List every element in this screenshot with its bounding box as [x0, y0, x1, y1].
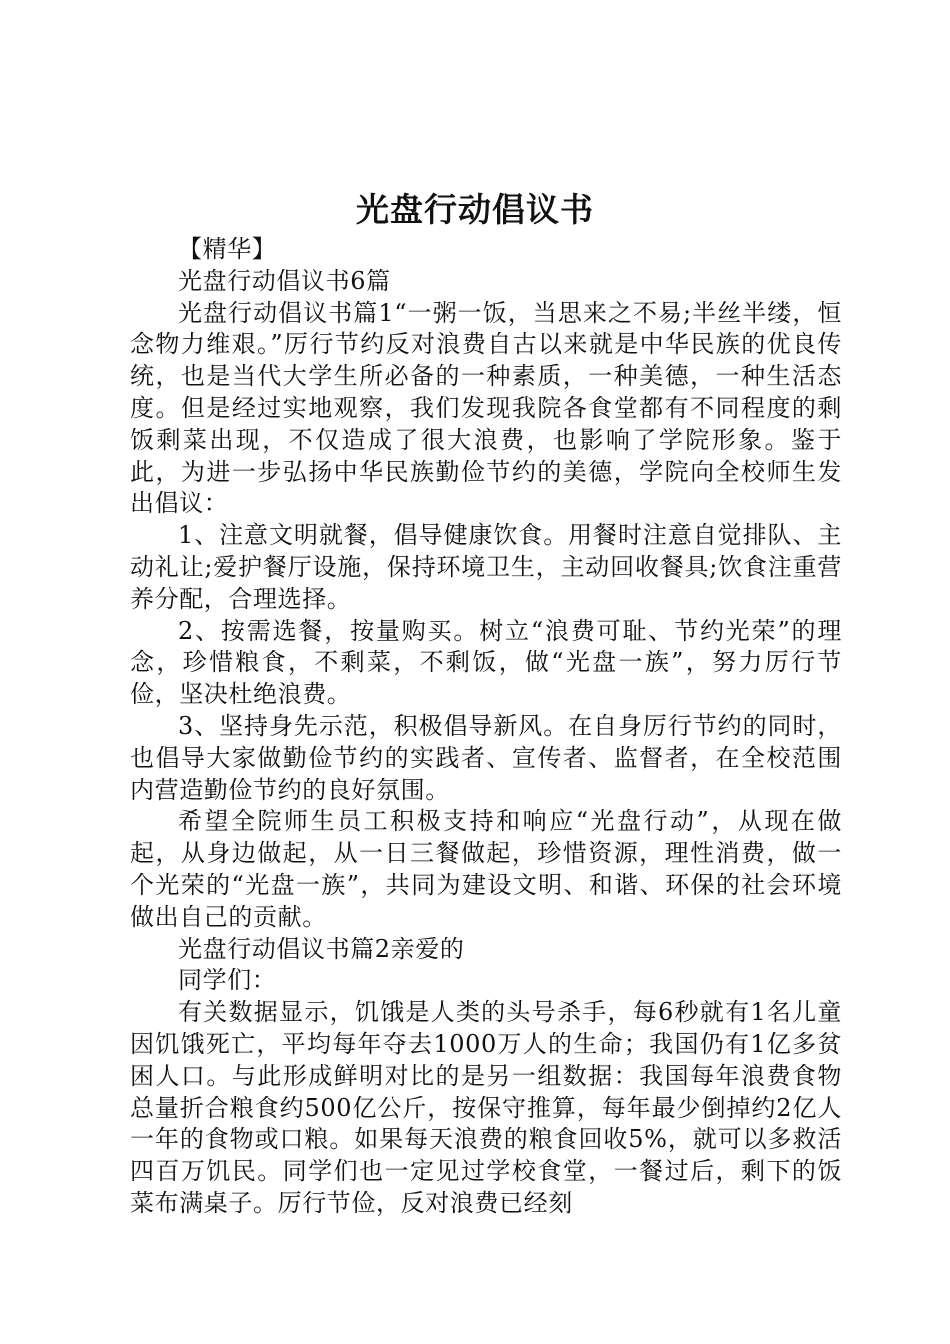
paragraph-item-3: 3、坚持身先示范，积极倡导新风。在自身厉行节约的同时，也倡导大家做勤俭节约的实践者、宣传者、监督者，在全校范围内营造勤俭节约的良好氛围。: [130, 711, 842, 804]
paragraph-letter-2-body: 有关数据显示，饥饿是人类的头号杀手，每6秒就有1名儿童因饥饿死亡，平均每年夺去1000万人的生命；我国仍有1亿多贫困人口。与此形成鲜明对比的是另一组数据：我国每年浪费食物总量折合粮食约500亿公斤，按保守推算，每年最少倒掉约2亿人一年的食物或口粮。如果每天浪费的粮食回收5%，就可以多救活四百万饥民。同学们也一定见过学校食堂，一餐过后，剩下的饭菜布满桌子。厉行节俭，反对浪费已经刻: [130, 998, 842, 1217]
document-body: [130, 234, 842, 1220]
paragraph-subtitle: 光盘行动倡议书6篇: [178, 266, 391, 295]
paragraph-letter-1-intro: 光盘行动倡议书篇1“一粥一饭，当思来之不易;半丝半缕，恒念物力维艰。”厉行节约反对浪费自古以来就是中华民族的优良传统，也是当代大学生所必备的一种素质，一种美德，一种生活态度。但是经过实地观察，我们发现我院各食堂都有不同程度的剩饭剩菜出现，不仅造成了很大浪费，也影响了学院形象。鉴于此，为进一步弘扬中华民族勤俭节约的美德，学院向全校师生发出倡议：: [130, 298, 842, 518]
paragraph-item-1: 1、注意文明就餐，倡导健康饮食。用餐时注意自觉排队、主动礼让;爱护餐厅设施，保持环境卫生，主动回收餐具;饮食注重营养分配，合理选择。: [130, 521, 842, 613]
document-title: 光盘行动倡议书: [356, 190, 594, 229]
paragraph-letter-2-heading: 光盘行动倡议书篇2亲爱的: [178, 934, 465, 963]
paragraph-item-2: 2、按需选餐，按量购买。树立“浪费可耻、节约光荣”的理念，珍惜粮食，不剩菜，不剩饭，做“光盘一族”，努力厉行节俭，坚决杜绝浪费。: [130, 616, 842, 709]
paragraph-tag: 【精华】: [178, 235, 277, 263]
paragraph-closing: 希望全院师生员工积极支持和响应“光盘行动”，从现在做起，从身边做起，从一日三餐做起，珍惜资源，理性消费，做一个光荣的“光盘一族”，共同为建设文明、和谐、环保的社会环境做出自己的贡献。: [130, 807, 842, 931]
paragraph-salutation: 同学们：: [178, 966, 277, 995]
